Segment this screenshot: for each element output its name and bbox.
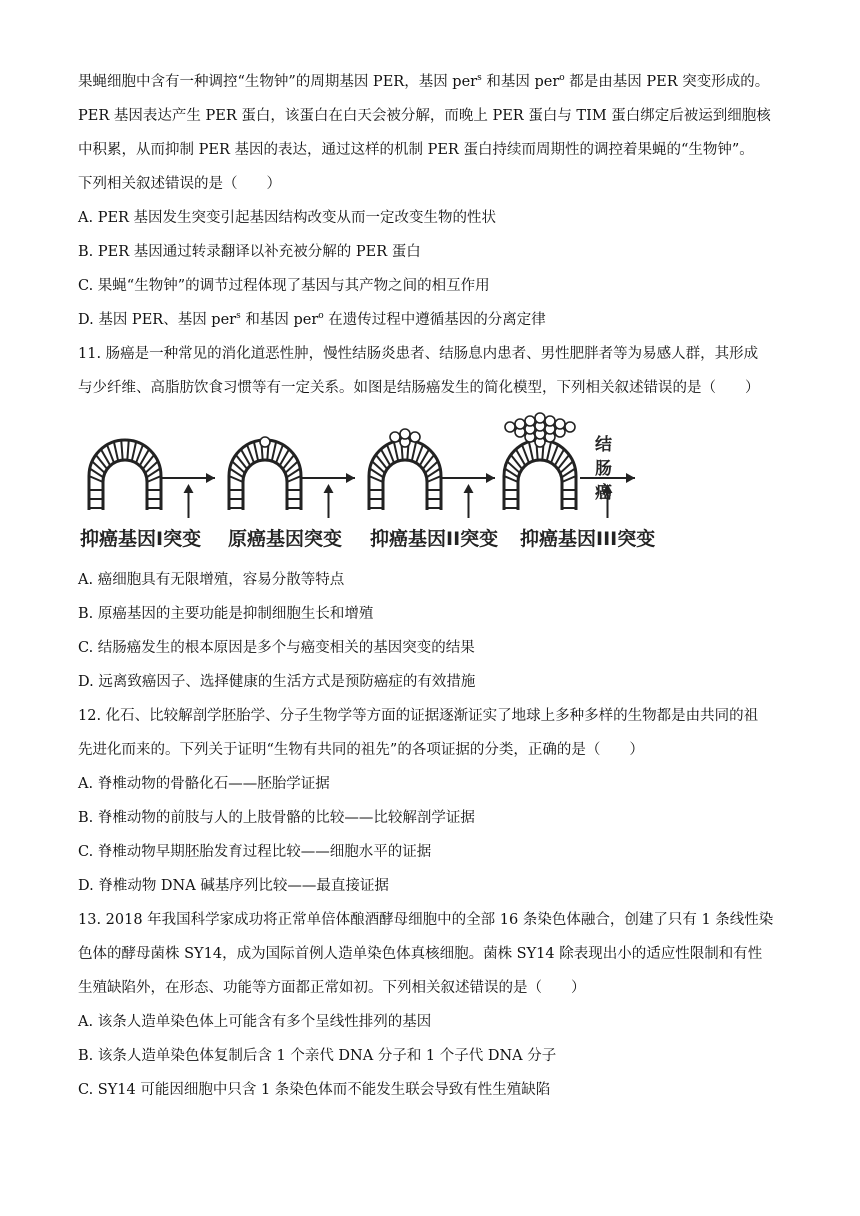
q13-option-c: C. SY14 可能因细胞中只含 1 条染色体而不能发生联会导致有性生殖缺陷 (78, 1082, 551, 1098)
q11-option-b: B. 原癌基因的主要功能是抑制细胞生长和增殖 (78, 606, 374, 622)
q11-option-c: C. 结肠癌发生的根本原因是多个与癌变相关的基因突变的结果 (78, 640, 475, 656)
figure-label-4: 抑癌基因III突变 (520, 528, 656, 550)
q10-option-a: A. PER 基因发生突变引起基因结构改变从而一定改变生物的性状 (78, 210, 497, 226)
figure-label-1: 抑癌基因I突变 (80, 528, 202, 550)
cell-stages (89, 413, 576, 510)
q13-option-a: A. 该条人造单染色体上可能含有多个呈线性排列的基因 (78, 1014, 432, 1030)
result-char-2: 肠 (595, 459, 612, 479)
q10-stem-line-3: 中积累，从而抑制 PER 基因的表达，通过这样的机制 PER 蛋白持续而周期性的调控着果蝇的“生物钟”。 (78, 142, 754, 158)
result-char-3: 癌 (595, 483, 612, 503)
arrowhead-1 (206, 473, 215, 483)
q11-option-d: D. 远离致癌因子、选择健康的生活方式是预防癌症的有效措施 (78, 674, 476, 690)
mutation-arrowhead-2 (324, 484, 334, 493)
result-char-1: 结 (595, 435, 612, 455)
arrowhead-4 (626, 473, 635, 483)
q12-stem-line-1: 12. 化石、比较解剖学胚胎学、分子生物学等方面的证据逐渐证实了地球上多种多样的生物都是由共同的祖 (78, 708, 759, 724)
q10-stem-line-1: 果蝇细胞中含有一种调控“生物钟”的周期基因 PER，基因 per$^s$ 和基因 per$^o$ 都是由基因 PER 突变形成的。 (78, 73, 770, 90)
figure-label-3: 抑癌基因II突变 (370, 528, 499, 550)
q10-option-c: C. 果蝇“生物钟”的调节过程体现了基因与其产物之间的相互作用 (78, 278, 490, 294)
q10-stem-line-4: 下列相关叙述错误的是（ ） (78, 176, 281, 192)
q11-stem-line-1: 11. 肠癌是一种常见的消化道恶性肿，慢性结肠炎患者、结肠息内患者、男性肥胖者等为易感人群，其形成 (78, 346, 759, 362)
q11-stem-line-2: 与少纤维、高脂肪饮食习惯等有一定关系。如图是结肠癌发生的简化模型，下列相关叙述错误的是（ ） (78, 380, 760, 396)
q10-option-b: B. PER 基因通过转录翻译以补充被分解的 PER 蛋白 (78, 244, 421, 260)
q13-option-b: B. 该条人造单染色体复制后含 1 个亲代 DNA 分子和 1 个子代 DNA 分子 (78, 1048, 557, 1064)
q12-stem-line-2: 先进化而来的。下列关于证明“生物有共同的祖先”的各项证据的分类，正确的是（ ） (78, 742, 644, 758)
arrowhead-2 (346, 473, 355, 483)
q10-option-d: D. 基因 PER、基因 per$^s$ 和基因 per$^o$ 在遗传过程中遵循基因的分离定律 (78, 311, 546, 328)
cell-arch-1 (89, 440, 161, 510)
q12-option-d: D. 脊椎动物 DNA 碱基序列比较——最直接证据 (78, 878, 389, 894)
cell-arch-3 (369, 429, 441, 510)
q13-stem-line-3: 生殖缺陷外，在形态、功能等方面都正常如初。下列相关叙述错误的是（ ） (78, 980, 586, 996)
q12-option-b: B. 脊椎动物的前肢与人的上肢骨骼的比较——比较解剖学证据 (78, 810, 475, 826)
progression-arrows (162, 473, 635, 518)
q13-stem-line-1: 13. 2018 年我国科学家成功将正常单倍体酿酒酵母细胞中的全部 16 条染色体融合，创建了只有 1 条线性染 (78, 912, 774, 928)
cell-arch-4 (504, 413, 576, 510)
q10-stem-line-2: PER 基因表达产生 PER 蛋白，该蛋白在白天会被分解，而晚上 PER 蛋白与 TIM 蛋白绑定后被运到细胞核 (78, 108, 771, 124)
q12-option-a: A. 脊椎动物的骨骼化石——胚胎学证据 (78, 776, 330, 792)
mutation-arrowhead-3 (464, 484, 474, 493)
colon-cancer-model-figure (80, 410, 680, 560)
q11-option-a: A. 癌细胞具有无限增殖，容易分散等特点 (78, 572, 345, 588)
mutation-arrowhead-1 (184, 484, 194, 493)
q13-stem-line-2: 色体的酵母菌株 SY14，成为国际首例人造单染色体真核细胞。菌株 SY14 除表现出小的适应性限制和有性 (78, 946, 763, 962)
q12-option-c: C. 脊椎动物早期胚胎发育过程比较——细胞水平的证据 (78, 844, 432, 860)
figure-label-2: 原癌基因突变 (228, 528, 343, 550)
cell-arch-2 (229, 437, 301, 510)
arrowhead-3 (486, 473, 495, 483)
